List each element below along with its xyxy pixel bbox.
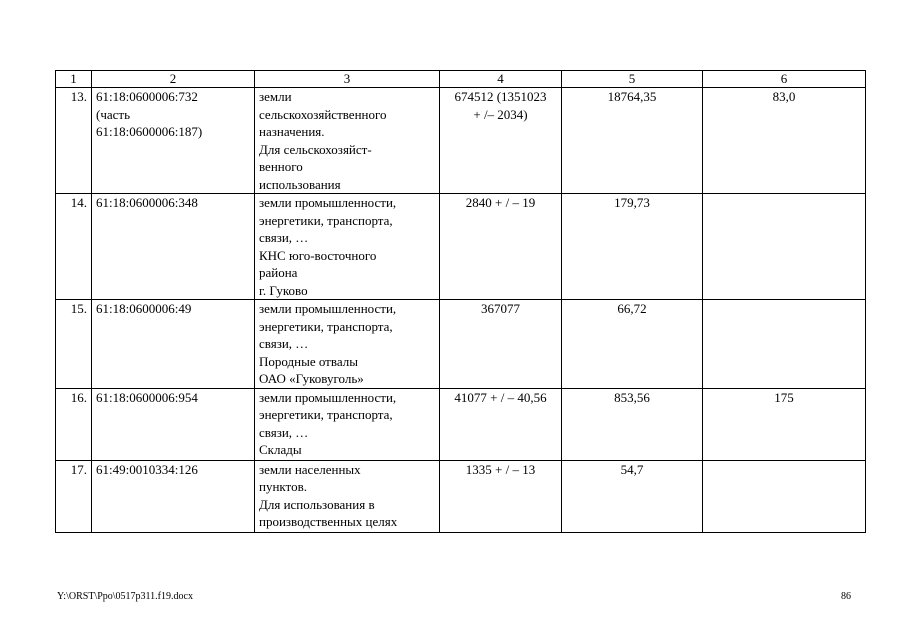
parcel-area: 674512 (1351023 + /– 2034) bbox=[440, 88, 562, 194]
row-number: 14. bbox=[56, 194, 92, 300]
land-category: земли сельскохозяйственного назначения. Для сельскохозяйст- венного использования bbox=[255, 88, 440, 194]
row-number: 17. bbox=[56, 460, 92, 532]
cadastral-number: 61:49:0010334:126 bbox=[92, 460, 255, 532]
land-category: земли промышленности, энергетики, транспорта, связи, … Породные отвалы ОАО «Гуковуголь» bbox=[255, 300, 440, 389]
land-category: земли промышленности, энергетики, транспорта, связи, … Склады bbox=[255, 388, 440, 460]
parcel-area: 1335 + / – 13 bbox=[440, 460, 562, 532]
parcel-value: 179,73 bbox=[562, 194, 703, 300]
parcel-area: 367077 bbox=[440, 300, 562, 389]
parcel-area: 2840 + / – 19 bbox=[440, 194, 562, 300]
header-cell-2: 2 bbox=[92, 71, 255, 88]
parcel-value: 18764,35 bbox=[562, 88, 703, 194]
footer-file-path: Y:\ORST\Ppo\0517p311.f19.docx bbox=[57, 591, 193, 602]
parcel-value: 54,7 bbox=[562, 460, 703, 532]
parcel-value: 853,56 bbox=[562, 388, 703, 460]
land-parcels-table bbox=[55, 70, 866, 533]
table-row bbox=[56, 300, 866, 389]
table-row bbox=[56, 194, 866, 300]
header-cell-6: 6 bbox=[703, 71, 866, 88]
parcel-value: 66,72 bbox=[562, 300, 703, 389]
header-cell-5: 5 bbox=[562, 71, 703, 88]
column-6-value bbox=[703, 460, 866, 532]
table-row bbox=[56, 388, 866, 460]
row-number: 13. bbox=[56, 88, 92, 194]
land-category: земли населенных пунктов. Для использования в производственных целях bbox=[255, 460, 440, 532]
column-6-value bbox=[703, 300, 866, 389]
header-cell-3: 3 bbox=[255, 71, 440, 88]
row-number: 16. bbox=[56, 388, 92, 460]
parcel-area: 41077 + / – 40,56 bbox=[440, 388, 562, 460]
column-6-value bbox=[703, 194, 866, 300]
column-6-value: 175 bbox=[703, 388, 866, 460]
cadastral-number: 61:18:0600006:732 (часть 61:18:0600006:187) bbox=[92, 88, 255, 194]
land-category: земли промышленности, энергетики, транспорта, связи, … КНС юго-восточного района г. Гуково bbox=[255, 194, 440, 300]
header-cell-4: 4 bbox=[440, 71, 562, 88]
table-row bbox=[56, 88, 866, 194]
table-row bbox=[56, 460, 866, 532]
header-cell-1: 1 bbox=[56, 71, 92, 88]
cadastral-number: 61:18:0600006:348 bbox=[92, 194, 255, 300]
page-number: 86 bbox=[841, 591, 851, 602]
table-header-row bbox=[56, 71, 866, 88]
column-6-value: 83,0 bbox=[703, 88, 866, 194]
cadastral-number: 61:18:0600006:49 bbox=[92, 300, 255, 389]
row-number: 15. bbox=[56, 300, 92, 389]
cadastral-number: 61:18:0600006:954 bbox=[92, 388, 255, 460]
